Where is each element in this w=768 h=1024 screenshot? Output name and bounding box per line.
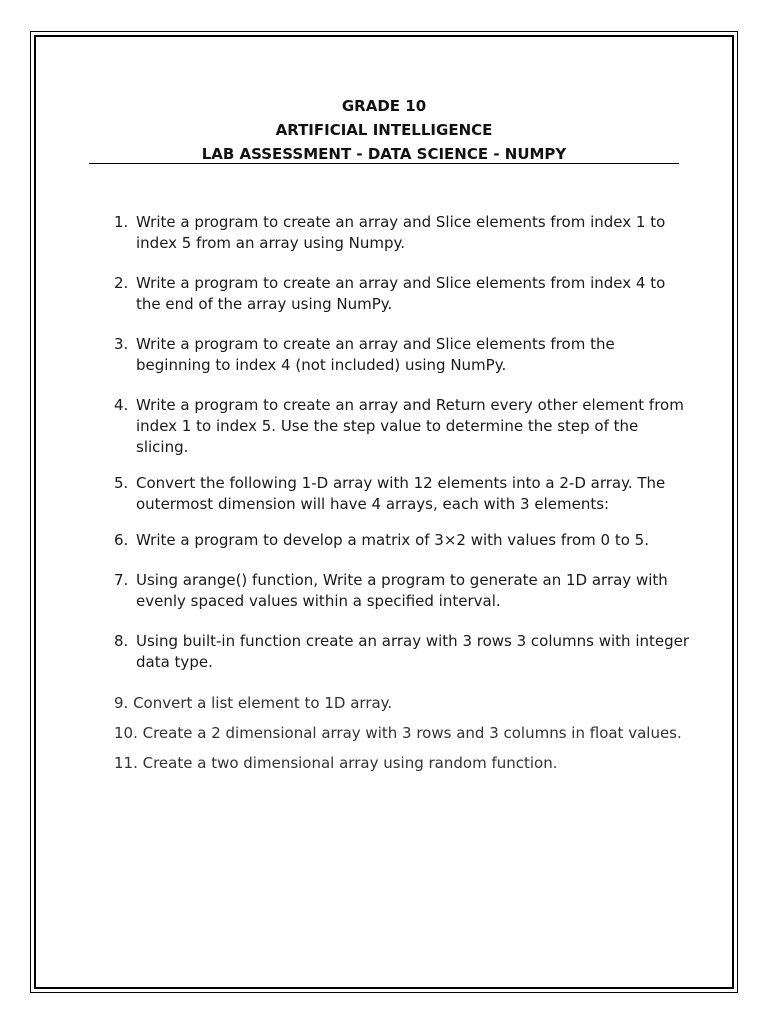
question-text: Write a program to create an array and Slice elements from index 1 to index 5 from an array using Numpy. bbox=[136, 213, 666, 252]
question-item bbox=[114, 473, 694, 515]
question-item-plain: 10. Create a 2 dimensional array with 3 rows and 3 columns in float values. bbox=[114, 724, 682, 742]
question-number: 6. bbox=[114, 531, 129, 549]
question-text: Using arange() function, Write a program to generate an 1D array with evenly spaced values within a specified interval. bbox=[136, 571, 668, 610]
question-item-plain: 9. Convert a list element to 1D array. bbox=[114, 694, 393, 712]
question-text: Using built-in function create an array with 3 rows 3 columns with integer data type. bbox=[136, 632, 690, 671]
question-text: Write a program to develop a matrix of 3×2 with values from 0 to 5. bbox=[136, 531, 649, 549]
question-item bbox=[114, 334, 694, 376]
question-number: 5. bbox=[114, 474, 129, 492]
question-list bbox=[114, 212, 694, 778]
subject-title: ARTIFICIAL INTELLIGENCE bbox=[275, 121, 493, 139]
question-item bbox=[114, 631, 694, 673]
question-number: 3. bbox=[114, 335, 129, 353]
question-item bbox=[114, 395, 694, 458]
header-divider bbox=[89, 163, 679, 164]
question-text: Write a program to create an array and Slice elements from the beginning to index 4 (not included) using NumPy. bbox=[136, 335, 615, 374]
question-number: 2. bbox=[114, 274, 129, 292]
question-text: Write a program to create an array and Return every other element from index 1 to index 5. Use the step value to determine the step of the slicing. bbox=[136, 396, 684, 456]
question-item bbox=[114, 530, 694, 551]
question-item bbox=[114, 212, 694, 254]
question-number: 1. bbox=[114, 213, 129, 231]
question-number: 8. bbox=[114, 632, 129, 650]
question-item bbox=[114, 570, 694, 612]
question-number: 4. bbox=[114, 396, 129, 414]
question-text: Write a program to create an array and Slice elements from index 4 to the end of the array using NumPy. bbox=[136, 274, 666, 313]
grade-title: GRADE 10 bbox=[341, 97, 427, 115]
question-item-plain: 11. Create a two dimensional array using random function. bbox=[114, 754, 558, 772]
question-number: 7. bbox=[114, 571, 129, 589]
assessment-title: LAB ASSESSMENT - DATA SCIENCE - NUMPY bbox=[201, 145, 567, 163]
question-item bbox=[114, 273, 694, 315]
document-header bbox=[89, 94, 679, 166]
question-text: Convert the following 1-D array with 12 elements into a 2-D array. The outermost dimension will have 4 arrays, each with 3 elements: bbox=[136, 474, 666, 513]
